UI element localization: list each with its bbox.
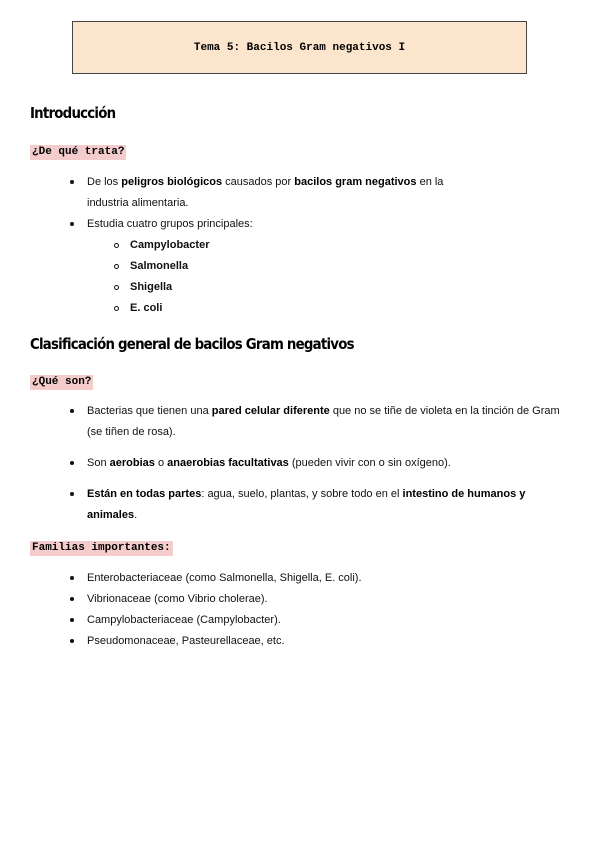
- classification-subheading: ¿Qué son?: [32, 376, 92, 388]
- classification-heading: Clasificación general de bacilos Gram negativos: [30, 335, 354, 353]
- family-item-enterobacteriaceae: Enterobacteriaceae (como Salmonella, Shigella, E. coli).: [0, 568, 600, 589]
- classification-bullet-list: [0, 401, 600, 526]
- intro-bullet-list: [0, 172, 600, 319]
- topic-title: Tema 5: Bacilos Gram negativos I: [193, 41, 406, 54]
- group-item-salmonella: Salmonella: [0, 256, 600, 277]
- families-bullet-list: [0, 568, 600, 652]
- group-item-shigella: Shigella: [0, 277, 600, 298]
- intro-bullet-2: Estudia cuatro grupos principales:: [0, 214, 600, 235]
- family-item-vibrionaceae: Vibrionaceae (como Vibrio cholerae).: [0, 589, 600, 610]
- families-subheading: Familias importantes:: [32, 542, 171, 554]
- intro-subheading: ¿De qué trata?: [32, 146, 125, 158]
- group-item-ecoli: E. coli: [0, 298, 600, 319]
- intro-heading: Introducción: [30, 104, 116, 122]
- classification-bullet-3: Están en todas partes: agua, suelo, plantas, y sobre todo en el intestino de humanos y animales.: [0, 484, 572, 526]
- family-item-campylobacteriaceae: Campylobacteriaceae (Campylobacter).: [0, 610, 600, 631]
- classification-bullet-1: Bacterias que tienen una pared celular diferente que no se tiñe de violeta en la tinción de Gram (se tiñen de rosa).: [0, 401, 572, 443]
- topic-title-box: [72, 21, 527, 74]
- group-item-campylobacter: Campylobacter: [0, 235, 600, 256]
- family-item-pseudomonaceae: Pseudomonaceae, Pasteurellaceae, etc.: [0, 631, 600, 652]
- classification-bullet-2: Son aerobias o anaerobias facultativas (pueden vivir con o sin oxígeno).: [0, 453, 572, 474]
- intro-bullet-1: De los peligros biológicos causados por bacilos gram negativos en la industria alimentaria.: [0, 172, 482, 214]
